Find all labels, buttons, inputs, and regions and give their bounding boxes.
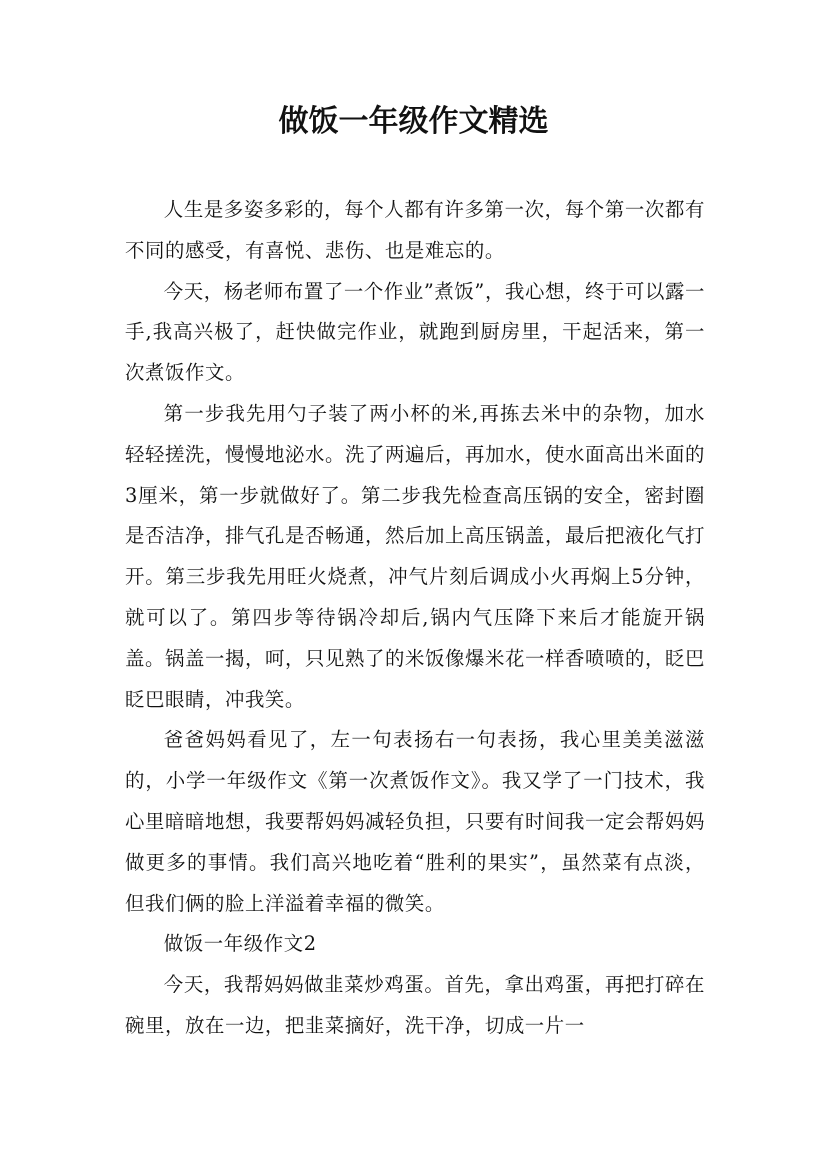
document-title: 做饭一年级作文精选	[278, 104, 549, 139]
document-body	[125, 190, 705, 1047]
paragraph: 人生是多姿多彩的，每个人都有许多第一次，每个第一次都有不同的感受，有喜悦、悲伤、也是难忘的。	[125, 198, 705, 262]
paragraph: 今天，杨老师布置了一个作业”煮饭”，我心想，终于可以露一手,我高兴极了，赶快做完作业，就跑到厨房里，干起活来，第一次煮饭作文。	[125, 279, 705, 385]
paragraph: 爸爸妈妈看见了，左一句表扬右一句表扬，我心里美美滋滋的，小学一年级作文《第一次煮饭作文》。我又学了一门技术，我心里暗暗地想，我要帮妈妈减轻负担，只要有时间我一定会帮妈妈做更多的事情。我们高兴地吃着“胜利的果实”，虽然菜有点淡，但我们俩的脸上洋溢着幸福的微笑。	[125, 728, 705, 915]
section-heading: 做饭一年级作文2	[163, 932, 317, 956]
paragraph: 第一步我先用勺子装了两小杯的米,再拣去米中的杂物，加水轻轻搓洗，慢慢地泌水。洗了两遍后，再加水，使水面高出米面的3厘米，第一步就做好了。第二步我先检查高压锅的安全，密封圈是否洁净，排气孔是否畅通，然后加上高压锅盖，最后把液化气打开。第三步我先用旺火烧煮，冲气片刻后调成小火再焖上5分钟，就可以了。第四步等待锅冷却后,锅内气压降下来后才能旋开锅盖。锅盖一揭，呵，只见熟了的米饭像爆米花一样香喷喷的，眨巴眨巴眼睛，冲我笑。	[125, 401, 705, 711]
paragraph: 今天，我帮妈妈做韭菜炒鸡蛋。首先，拿出鸡蛋，再把打碎在碗里，放在一边，把韭菜摘好，洗干净，切成一片一	[125, 973, 705, 1037]
